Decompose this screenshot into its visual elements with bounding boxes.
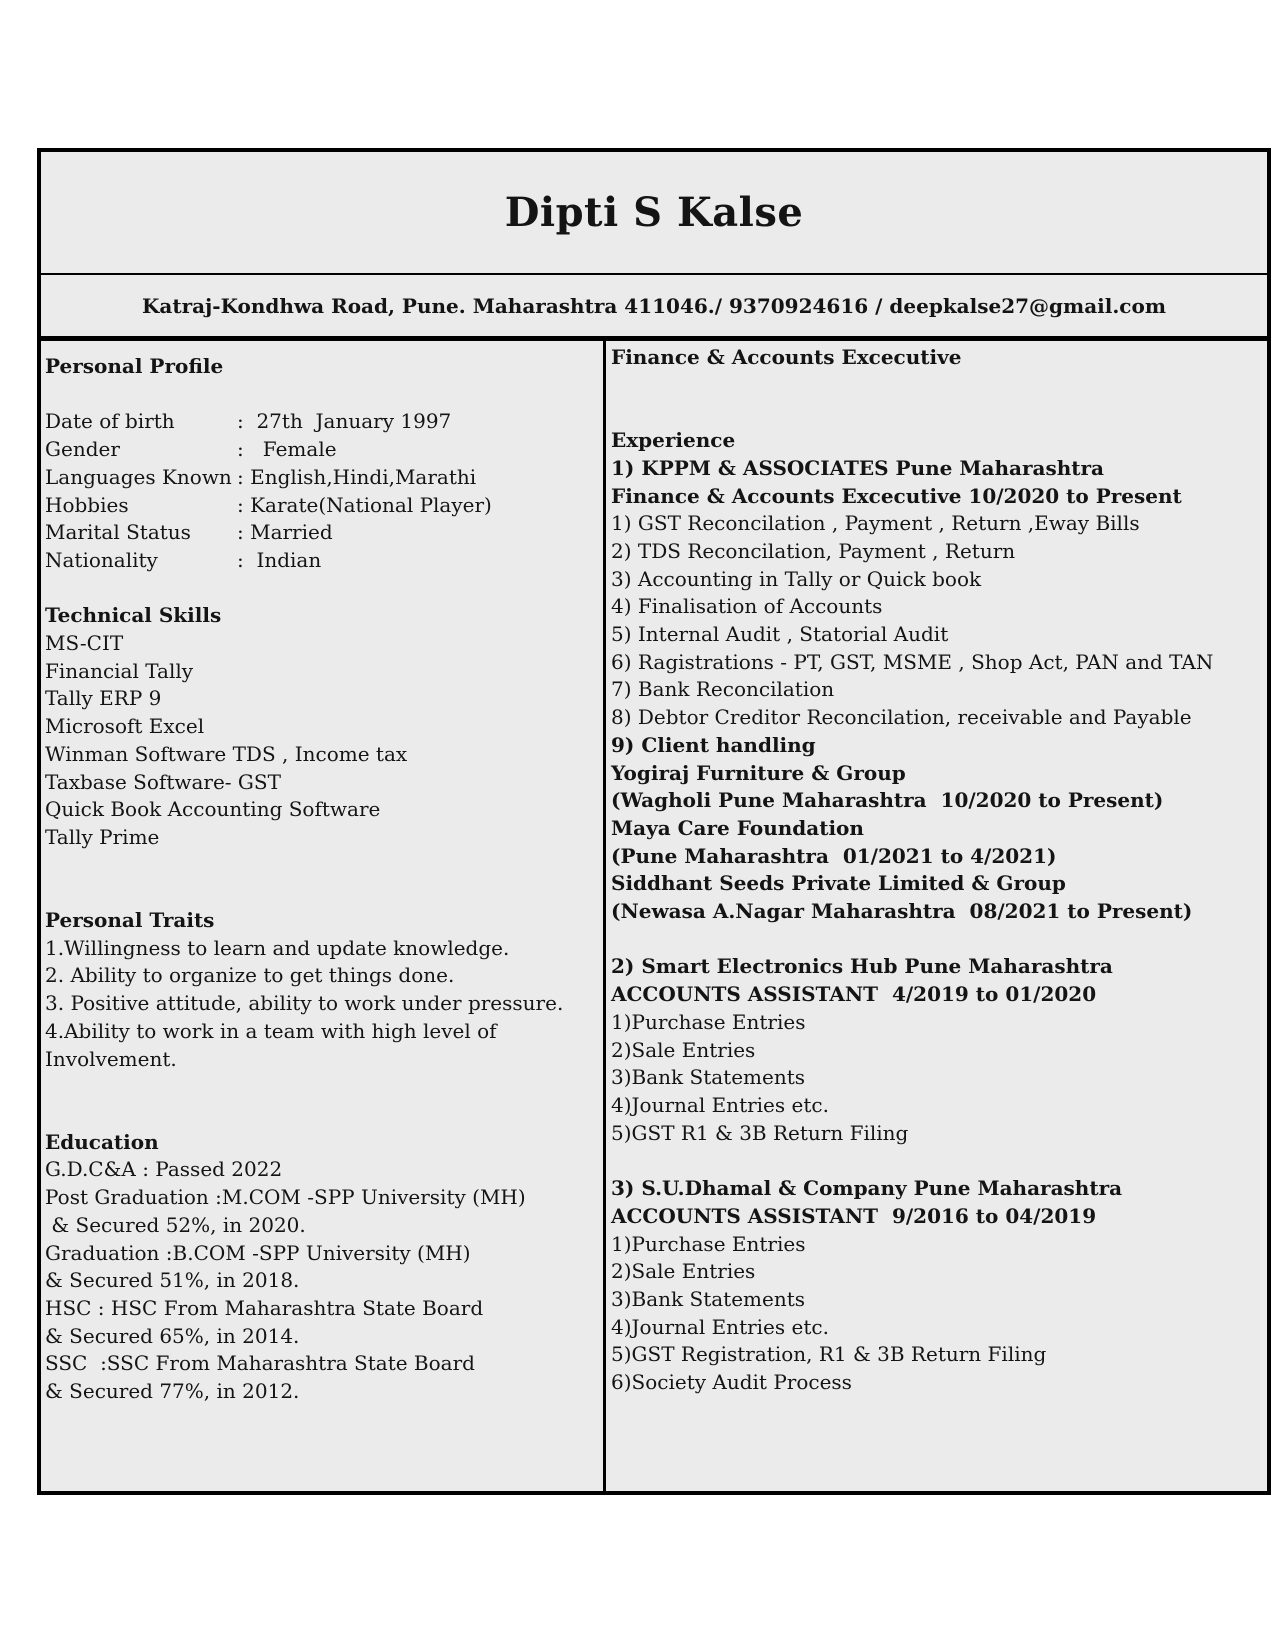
text-line: & Secured 52%, in 2020. [45,1212,306,1237]
text-line: 1) GST Reconcilation , Payment , Return ,Eway Bills [611,511,1140,536]
text-line: 4)Journal Entries etc. [611,1092,829,1117]
bold-line: Personal Traits [45,908,215,933]
blank-line [611,372,1261,400]
field-value: : Married [237,520,333,545]
text-line: 2. Ability to organize to get things done. [45,963,455,988]
blank-line [611,926,1261,954]
text-line: 1)Purchase Entries [611,1231,806,1256]
contact-row [41,275,1267,341]
bold-line: Finance & Accounts Excecutive 10/2020 to Present [611,483,1182,508]
blank-line [45,381,597,409]
field-label: Languages Known [45,464,232,489]
bold-line: (Newasa A.Nagar Maharashtra 08/2021 to Present) [611,899,1193,924]
text-line: Tally Prime [45,824,160,849]
text-line: & Secured 51%, in 2018. [45,1268,300,1293]
title-row [41,152,1267,275]
field-label: Nationality [45,547,158,572]
bold-line: Education [45,1129,159,1154]
text-line: 2)Sale Entries [611,1259,756,1284]
profile-field [45,547,597,575]
bold-line: (Pune Maharashtra 01/2021 to 4/2021) [611,843,1057,868]
field-label: Marital Status [45,520,191,545]
blank-line [45,1101,597,1129]
text-line: & Secured 65%, in 2014. [45,1323,300,1348]
text-line: 1.Willingness to learn and update knowledge. [45,935,510,960]
text-line: Taxbase Software- GST [45,769,281,794]
blank-line [45,879,597,907]
bold-line: Finance & Accounts Excecutive [611,345,962,369]
profile-field [45,408,597,436]
profile-field [45,436,597,464]
right-column [606,341,1267,1491]
blank-line [45,1073,597,1101]
text-line: 7) Bank Reconcilation [611,677,835,702]
bold-line: Experience [611,428,736,453]
text-line: 5)GST R1 & 3B Return Filing [611,1120,909,1145]
text-line: Graduation :B.COM -SPP University (MH) [45,1240,471,1265]
text-line: Post Graduation :M.COM -SPP University (MH) [45,1185,526,1210]
text-line: 3) Accounting in Tally or Quick book [611,566,982,591]
bold-line: 1) KPPM & ASSOCIATES Pune Maharashtra [611,455,1104,480]
text-line: 1)Purchase Entries [611,1009,806,1034]
text-line: 3)Bank Statements [611,1065,806,1090]
text-line: Microsoft Excel [45,714,205,739]
field-value: : Female [237,437,337,462]
bold-line: (Wagholi Pune Maharashtra 10/2020 to Present) [611,788,1164,813]
text-line: 5)GST Registration, R1 & 3B Return Filing [611,1342,1047,1367]
field-value: : English,Hindi,Marathi [237,464,477,489]
blank-line [45,852,597,880]
text-line: 8) Debtor Creditor Reconcilation, receivable and Payable [611,705,1192,730]
bold-line: Siddhant Seeds Private Limited & Group [611,871,1066,896]
profile-field [45,519,597,547]
text-line: MS-CIT [45,631,124,656]
text-line: 6)Society Audit Process [611,1370,852,1395]
profile-field [45,464,597,492]
blank-line [45,575,597,603]
bold-line: 2) Smart Electronics Hub Pune Maharashtra [611,954,1113,979]
field-value: : Karate(National Player) [237,492,492,517]
text-line: HSC : HSC From Maharashtra State Board [45,1295,484,1320]
bold-line: ACCOUNTS ASSISTANT 4/2019 to 01/2020 [611,982,1097,1007]
left-column [41,341,606,1491]
blank-line [611,399,1261,427]
text-line: 2)Sale Entries [611,1037,756,1062]
contact-line: Katraj-Kondhwa Road, Pune. Maharashtra 411046./ 9370924616 / deepkalse27@gmail.com [141,293,1166,318]
text-line: 6) Ragistrations - PT, GST, MSME , Shop Act, PAN and TAN [611,649,1214,674]
field-value: : Indian [237,547,322,572]
page-title: Dipti S Kalse [504,189,804,236]
text-line: 4.Ability to work in a team with high level of [45,1018,497,1043]
field-label: Hobbies [45,492,129,517]
text-line: 2) TDS Reconcilation, Payment , Return [611,538,1016,563]
text-line: 3)Bank Statements [611,1286,806,1311]
bold-line: ACCOUNTS ASSISTANT 9/2016 to 04/2019 [611,1203,1097,1228]
body-row [41,341,1267,1491]
text-line: 5) Internal Audit , Statorial Audit [611,622,949,647]
blank-line [611,1147,1261,1175]
text-line: Financial Tally [45,658,194,683]
field-label: Date of birth [45,409,175,434]
resume-table [37,148,1271,1495]
bold-line: Technical Skills [45,603,222,628]
text-line: & Secured 77%, in 2012. [45,1379,300,1404]
text-line: 4) Finalisation of Accounts [611,594,883,619]
field-value: : 27th January 1997 [237,409,452,434]
field-label: Gender [45,437,120,462]
text-line: 3. Positive attitude, ability to work under pressure. [45,991,564,1016]
bold-line: Maya Care Foundation [611,815,864,840]
text-line: Winman Software TDS , Income tax [45,741,408,766]
bold-line: 3) S.U.Dhamal & Company Pune Maharashtra [611,1176,1123,1201]
bold-line: 9) Client handling [611,732,816,757]
profile-field [45,492,597,520]
bold-line: Personal Profile [45,354,224,378]
bold-line: Yogiraj Furniture & Group [611,760,906,785]
text-line: Quick Book Accounting Software [45,797,381,822]
text-line: G.D.C&A : Passed 2022 [45,1157,283,1182]
text-line: SSC :SSC From Maharashtra State Board [45,1351,475,1376]
text-line: 4)Journal Entries etc. [611,1314,829,1339]
text-line: Tally ERP 9 [45,686,162,711]
text-line: Involvement. [45,1046,177,1071]
